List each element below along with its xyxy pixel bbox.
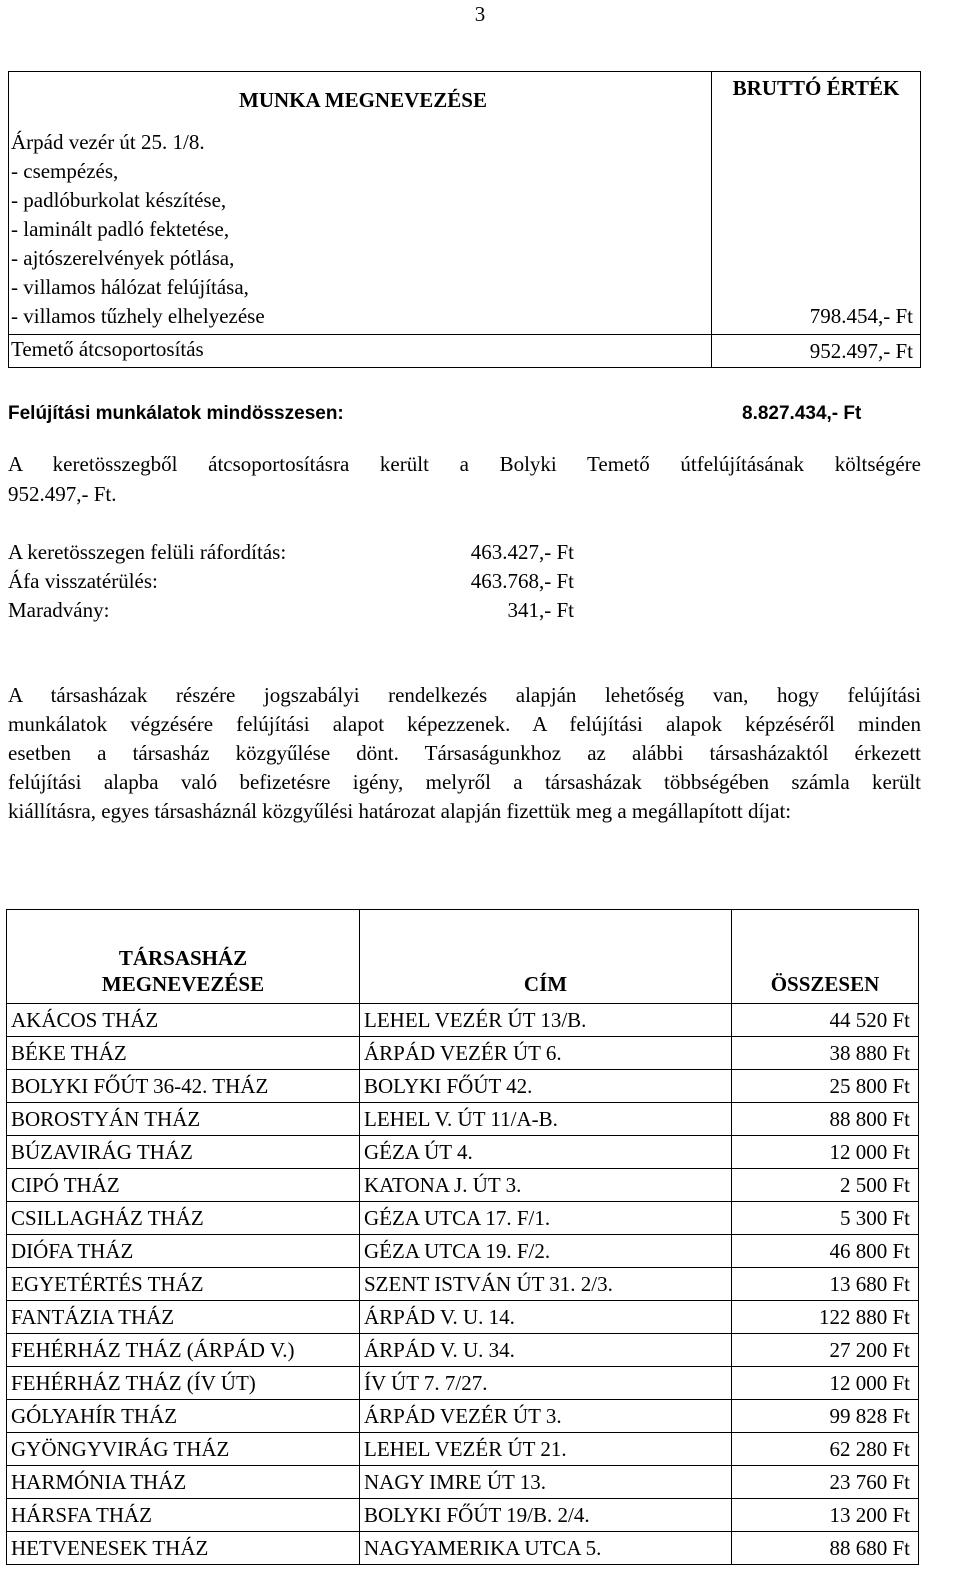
table-row <box>7 1499 919 1532</box>
condo-address: NAGYAMERIKA UTCA 5. <box>360 1532 732 1565</box>
work-item-lines <box>11 130 265 333</box>
summary-label: Áfa visszatérülés: <box>8 569 158 593</box>
condo-amount: 13 680 Ft <box>732 1268 919 1301</box>
condo-address: GÉZA ÚT 4. <box>360 1136 732 1169</box>
page-number: 3 <box>474 2 486 26</box>
condo-amount: 2 500 Ft <box>732 1169 919 1202</box>
condo-table <box>6 909 919 1565</box>
condo-address: LEHEL V. ÚT 11/A-B. <box>360 1103 732 1136</box>
condo-name-header: TÁRSASHÁZ MEGNEVEZÉSE <box>7 910 360 1004</box>
condo-amount: 46 800 Ft <box>732 1235 919 1268</box>
table-row <box>7 1169 919 1202</box>
condo-amount: 122 880 Ft <box>732 1301 919 1334</box>
work-item-line: - ajtószerelvények pótlása, <box>11 246 235 270</box>
table-row <box>7 1103 919 1136</box>
condo-amount: 27 200 Ft <box>732 1334 919 1367</box>
condo-address: LEHEL VEZÉR ÚT 13/B. <box>360 1004 732 1037</box>
table-row <box>7 1301 919 1334</box>
condo-address: NAGY IMRE ÚT 13. <box>360 1466 732 1499</box>
condo-name: FANTÁZIA THÁZ <box>7 1301 360 1334</box>
condo-address: KATONA J. ÚT 3. <box>360 1169 732 1202</box>
table-row <box>7 1400 919 1433</box>
condo-name: FEHÉRHÁZ THÁZ (ÁRPÁD V.) <box>7 1334 360 1367</box>
regrouping-note-line: 952.497,- Ft. <box>8 482 117 506</box>
gross-value-header: BRUTTÓ ÉRTÉK <box>732 76 900 100</box>
condo-amount: 5 300 Ft <box>732 1202 919 1235</box>
paragraph-line: A társasházak részére jogszabályi rendelkezés alapján lehetőség van, hogy felújítási <box>8 683 921 707</box>
work-name-header: MUNKA MEGNEVEZÉSE <box>239 88 487 112</box>
condo-name: CIPÓ THÁZ <box>7 1169 360 1202</box>
condo-name: BOLYKI FŐÚT 36-42. THÁZ <box>7 1070 360 1103</box>
table-row <box>7 1136 919 1169</box>
work-item-line: Temető átcsoportosítás <box>11 337 204 361</box>
work-table <box>8 71 921 368</box>
table-row <box>7 1433 919 1466</box>
summary-label: Maradvány: <box>8 598 110 622</box>
condo-name: BÉKE THÁZ <box>7 1037 360 1070</box>
condo-address: BOLYKI FŐÚT 19/B. 2/4. <box>360 1499 732 1532</box>
condo-name: BOROSTYÁN THÁZ <box>7 1103 360 1136</box>
summary-value: 341,- Ft <box>507 598 574 622</box>
condo-address: GÉZA UTCA 17. F/1. <box>360 1202 732 1235</box>
work-table-row-divider <box>8 334 921 335</box>
work-item-line: - padlóburkolat készítése, <box>11 188 227 212</box>
table-row <box>7 1367 919 1400</box>
work-item-line: - villamos hálózat felújítása, <box>11 275 249 299</box>
condo-amount: 88 800 Ft <box>732 1103 919 1136</box>
paragraph-line: esetben a társasház közgyűlése dönt. Társaságunkhoz az alábbi társasházaktól érkezett <box>8 741 921 765</box>
work-item-value: 798.454,- Ft <box>809 304 913 328</box>
condo-amount: 62 280 Ft <box>732 1433 919 1466</box>
table-row <box>7 1268 919 1301</box>
condo-name: GÓLYAHÍR THÁZ <box>7 1400 360 1433</box>
condo-name: AKÁCOS THÁZ <box>7 1004 360 1037</box>
table-row <box>7 1070 919 1103</box>
summary-value: 463.768,- Ft <box>470 569 574 593</box>
condo-address: ÍV ÚT 7. 7/27. <box>360 1367 732 1400</box>
table-row <box>7 1004 919 1037</box>
condo-address: GÉZA UTCA 19. F/2. <box>360 1235 732 1268</box>
paragraph-line: felújítási alapba való befizetésre igény, melyről a társasházak többségében számla került <box>8 770 921 794</box>
regrouping-note-line: A keretösszegből átcsoportosításra került a Bolyki Temető útfelújításának költségére <box>8 452 921 476</box>
condo-amount: 23 760 Ft <box>732 1466 919 1499</box>
condo-amount: 88 680 Ft <box>732 1532 919 1565</box>
condo-name: HÁRSFA THÁZ <box>7 1499 360 1532</box>
condo-address: ÁRPÁD VEZÉR ÚT 6. <box>360 1037 732 1070</box>
condo-amount: 38 880 Ft <box>732 1037 919 1070</box>
condo-name: FEHÉRHÁZ THÁZ (ÍV ÚT) <box>7 1367 360 1400</box>
table-row <box>7 1235 919 1268</box>
table-row <box>7 1037 919 1070</box>
total-label: Felújítási munkálatok mindösszesen: <box>8 403 344 424</box>
paragraph-line: munkálatok végzésére felújítási alapot képezzenek. A felújítási alapok képzéséről minden <box>8 712 921 736</box>
work-item-value: 952.497,- Ft <box>809 339 913 363</box>
condo-address: BOLYKI FŐÚT 42. <box>360 1070 732 1103</box>
condo-name: EGYETÉRTÉS THÁZ <box>7 1268 360 1301</box>
condo-name: GYÖNGYVIRÁG THÁZ <box>7 1433 360 1466</box>
condo-address: LEHEL VEZÉR ÚT 21. <box>360 1433 732 1466</box>
table-row <box>7 1334 919 1367</box>
condo-name: HETVENESEK THÁZ <box>7 1532 360 1565</box>
condo-address-header: CÍM <box>360 910 732 1004</box>
condo-name: DIÓFA THÁZ <box>7 1235 360 1268</box>
condo-name: CSILLAGHÁZ THÁZ <box>7 1202 360 1235</box>
paragraph-line: kiállításra, egyes társasháznál közgyűlési határozat alapján fizettük meg a megállapított díjat: <box>8 799 792 823</box>
condo-amount: 44 520 Ft <box>732 1004 919 1037</box>
condo-address: ÁRPÁD VEZÉR ÚT 3. <box>360 1400 732 1433</box>
condo-name: HARMÓNIA THÁZ <box>7 1466 360 1499</box>
total-value: 8.827.434,- Ft <box>742 403 862 424</box>
condo-amount: 25 800 Ft <box>732 1070 919 1103</box>
condo-amount: 12 000 Ft <box>732 1367 919 1400</box>
condo-table-header-row <box>7 910 919 1004</box>
table-row <box>7 1532 919 1565</box>
condo-address: ÁRPÁD V. U. 34. <box>360 1334 732 1367</box>
table-row <box>7 1466 919 1499</box>
work-item-line: - laminált padló fektetése, <box>11 217 230 241</box>
condo-amount: 12 000 Ft <box>732 1136 919 1169</box>
table-row <box>7 1202 919 1235</box>
work-item-line: - villamos tűzhely elhelyezése <box>11 304 265 328</box>
condo-amount: 13 200 Ft <box>732 1499 919 1532</box>
condo-address: SZENT ISTVÁN ÚT 31. 2/3. <box>360 1268 732 1301</box>
summary-label: A keretösszegen felüli ráfordítás: <box>8 540 287 564</box>
work-item-line: - csempézés, <box>11 159 119 183</box>
condo-name: BÚZAVIRÁG THÁZ <box>7 1136 360 1169</box>
condo-address: ÁRPÁD V. U. 14. <box>360 1301 732 1334</box>
condo-amount: 99 828 Ft <box>732 1400 919 1433</box>
condo-total-header: ÖSSZESEN <box>732 910 919 1004</box>
work-item-line: Árpád vezér út 25. 1/8. <box>11 130 205 154</box>
summary-value: 463.427,- Ft <box>470 540 574 564</box>
work-table-column-divider <box>711 71 712 368</box>
